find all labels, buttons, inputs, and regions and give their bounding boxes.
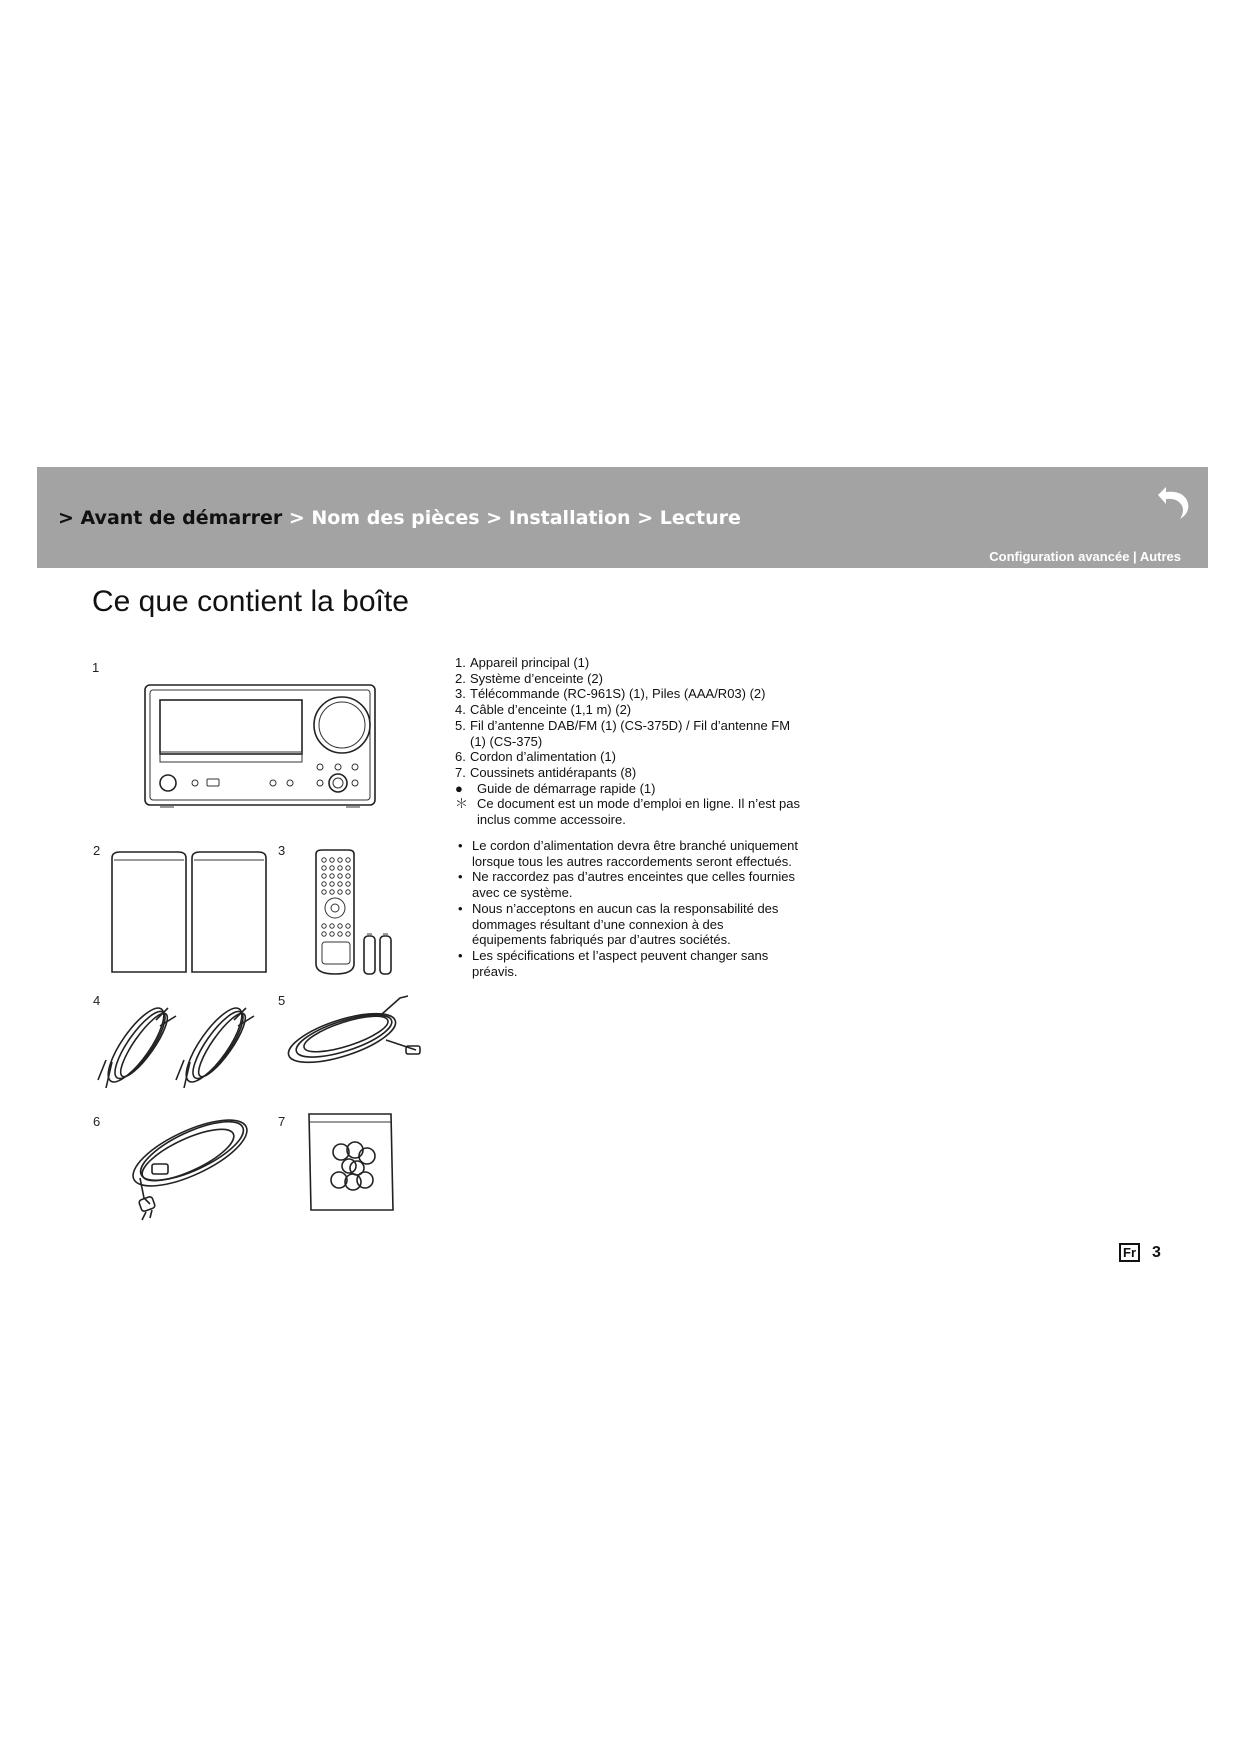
list-item: 5. Fil d’antenne DAB/FM (1) (CS-375D) / Fil d’antenne FM (1) (CS-375) <box>455 717 791 749</box>
list-item: 2. Système d’enceinte (2) <box>455 670 603 686</box>
list-item: 6. Cordon d’alimentation (1) <box>455 749 616 765</box>
page-title: Ce que contient la boîte <box>92 585 409 618</box>
speaker-cables-illustration <box>96 990 266 1095</box>
figure-number: 1 <box>92 660 100 675</box>
figure-number: 7 <box>278 1114 286 1129</box>
figure-number: 4 <box>93 993 101 1008</box>
list-item: 3. Télécommande (RC-961S) (1), Piles (AAA/R03) (2) <box>455 686 766 702</box>
header-bar <box>37 467 1208 568</box>
page-number: 3 <box>1152 1243 1161 1261</box>
nav-configuration-avancee[interactable]: Configuration avancée <box>989 549 1130 564</box>
figure-number: 2 <box>93 843 101 858</box>
secondary-nav <box>989 549 1181 564</box>
nav-nom-des-pieces[interactable]: > Nom des pièces <box>282 507 480 529</box>
non-slip-pads-illustration <box>305 1110 400 1215</box>
language-badge: Fr <box>1119 1243 1140 1262</box>
list-item: 7. Coussinets antidérapants (8) <box>455 764 637 780</box>
note-item: • Nous n’acceptons en aucun cas la responsabilité des dommages résultant d’une connexion à des équipements fabriqués par d’autres sociétés. <box>458 900 779 948</box>
figure-number: 3 <box>278 843 286 858</box>
note-item: • Ne raccordez pas d’autres enceintes que celles fournies avec ce système. <box>458 869 796 901</box>
power-cord-illustration <box>100 1108 260 1223</box>
remote-control-illustration <box>310 848 400 978</box>
note-item: • Les spécifications et l’aspect peuvent changer sans préavis. <box>458 947 769 979</box>
notes-list <box>458 838 798 979</box>
main-unit-illustration <box>140 680 380 815</box>
list-item: 1. Appareil principal (1) <box>455 655 590 670</box>
page-footer <box>1119 1243 1161 1262</box>
figure-number: 6 <box>93 1114 101 1129</box>
list-item-extra: ● Guide de démarrage rapide (1) <box>455 780 656 796</box>
list-item: 4. Câble d’enceinte (1,1 m) (2) <box>455 702 632 718</box>
antenna-wire-illustration <box>282 990 427 1070</box>
figure-number: 5 <box>278 993 286 1008</box>
speakers-illustration <box>108 848 268 978</box>
nav-autres[interactable]: Autres <box>1139 549 1181 564</box>
note-item: • Le cordon d’alimentation devra être branché uniquement lorsque tous les autres raccordements seront effectués. <box>458 838 798 869</box>
list-item-note: ＊ Ce document est un mode d’emploi en ligne. Il n’est pas inclus comme accessoire. <box>455 796 801 828</box>
nav-lecture[interactable]: > Lecture <box>630 507 741 529</box>
nav-separator: | <box>1129 549 1140 564</box>
nav-avant-de-demarrer[interactable]: > Avant de démarrer <box>58 507 283 529</box>
nav-installation[interactable]: > Installation <box>479 507 631 529</box>
contents-list <box>455 655 805 828</box>
breadcrumb-nav <box>58 507 741 529</box>
back-arrow-icon[interactable] <box>1150 481 1194 521</box>
